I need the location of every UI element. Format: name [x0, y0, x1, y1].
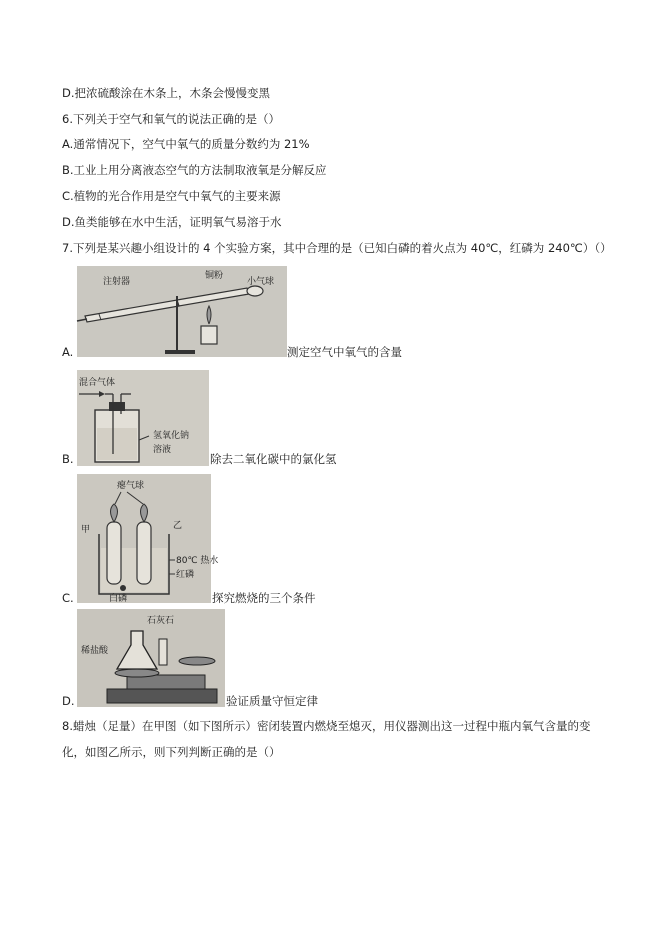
question-6-option-d: D.鱼类能够在水中生活，证明氧气易溶于水: [62, 215, 282, 229]
fig-c-jia-label: 甲: [81, 525, 91, 535]
option-a-label: A.: [62, 345, 74, 359]
option-b-caption: 除去二氧化碳中的氯化氢: [210, 452, 337, 466]
question-8-line-2: 化，如图乙所示，则下列判断正确的是（）: [62, 745, 281, 759]
fig-d-acid-label: 稀盐酸: [81, 646, 109, 656]
option-b-label: B.: [62, 452, 74, 466]
fig-a-balloon-label: 小气球: [247, 277, 275, 287]
question-6: 6.下列关于空气和氧气的说法正确的是（）: [62, 112, 280, 126]
fig-b-naoh-label-1: 氢氧化钠: [153, 431, 190, 441]
fig-a-copper-label: 铜粉: [205, 271, 224, 281]
option-c-caption: 探究燃烧的三个条件: [212, 591, 316, 605]
fig-c-redp-label: 红磷: [176, 570, 195, 580]
fig-c-yi-label: 乙: [173, 521, 183, 531]
fig-b-gas-label: 混合气体: [79, 378, 116, 388]
option-a-caption: 测定空气中氧气的含量: [287, 345, 402, 359]
fig-c-whitep-label: 白磷: [109, 594, 128, 604]
question-6-option-c: C.植物的光合作用是空气中氧气的主要来源: [62, 189, 281, 203]
question-6-option-b: B.工业上用分离液态空气的方法制取液氧是分解反应: [62, 163, 327, 177]
fig-c-balloon-label: 瘪气球: [117, 481, 145, 491]
question-7: 7.下列是某兴趣小组设计的 4 个实验方案，其中合理的是（已知白磷的着火点为 40℃，红磷为 240℃）（）: [62, 241, 612, 255]
fig-c-water-label: 80℃ 热水: [176, 556, 219, 566]
figure-c-combustion-conditions: [77, 474, 219, 604]
option-d-caption: 验证质量守恒定律: [226, 694, 318, 708]
figure-a-oxygen-content: [77, 266, 287, 357]
fig-b-naoh-label-2: 溶液: [153, 445, 172, 455]
fig-d-limestone-label: 石灰石: [147, 616, 175, 626]
question-6-option-a: A.通常情况下，空气中氧气的质量分数约为 21%: [62, 137, 310, 151]
option-d-previous: D.把浓硫酸涂在木条上，木条会慢慢变黑: [62, 86, 271, 100]
figure-b-remove-hcl: [77, 370, 209, 466]
option-c-label: C.: [62, 591, 74, 605]
option-d-label: D.: [62, 694, 75, 708]
fig-a-syringe-label: 注射器: [103, 277, 131, 287]
question-8-line-1: 8.蜡烛（足量）在甲图（如下图所示）密闭装置内燃烧至熄灭，用仪器测出这一过程中瓶内氧气含量的变: [62, 719, 591, 733]
figure-d-mass-conservation: [77, 609, 225, 707]
